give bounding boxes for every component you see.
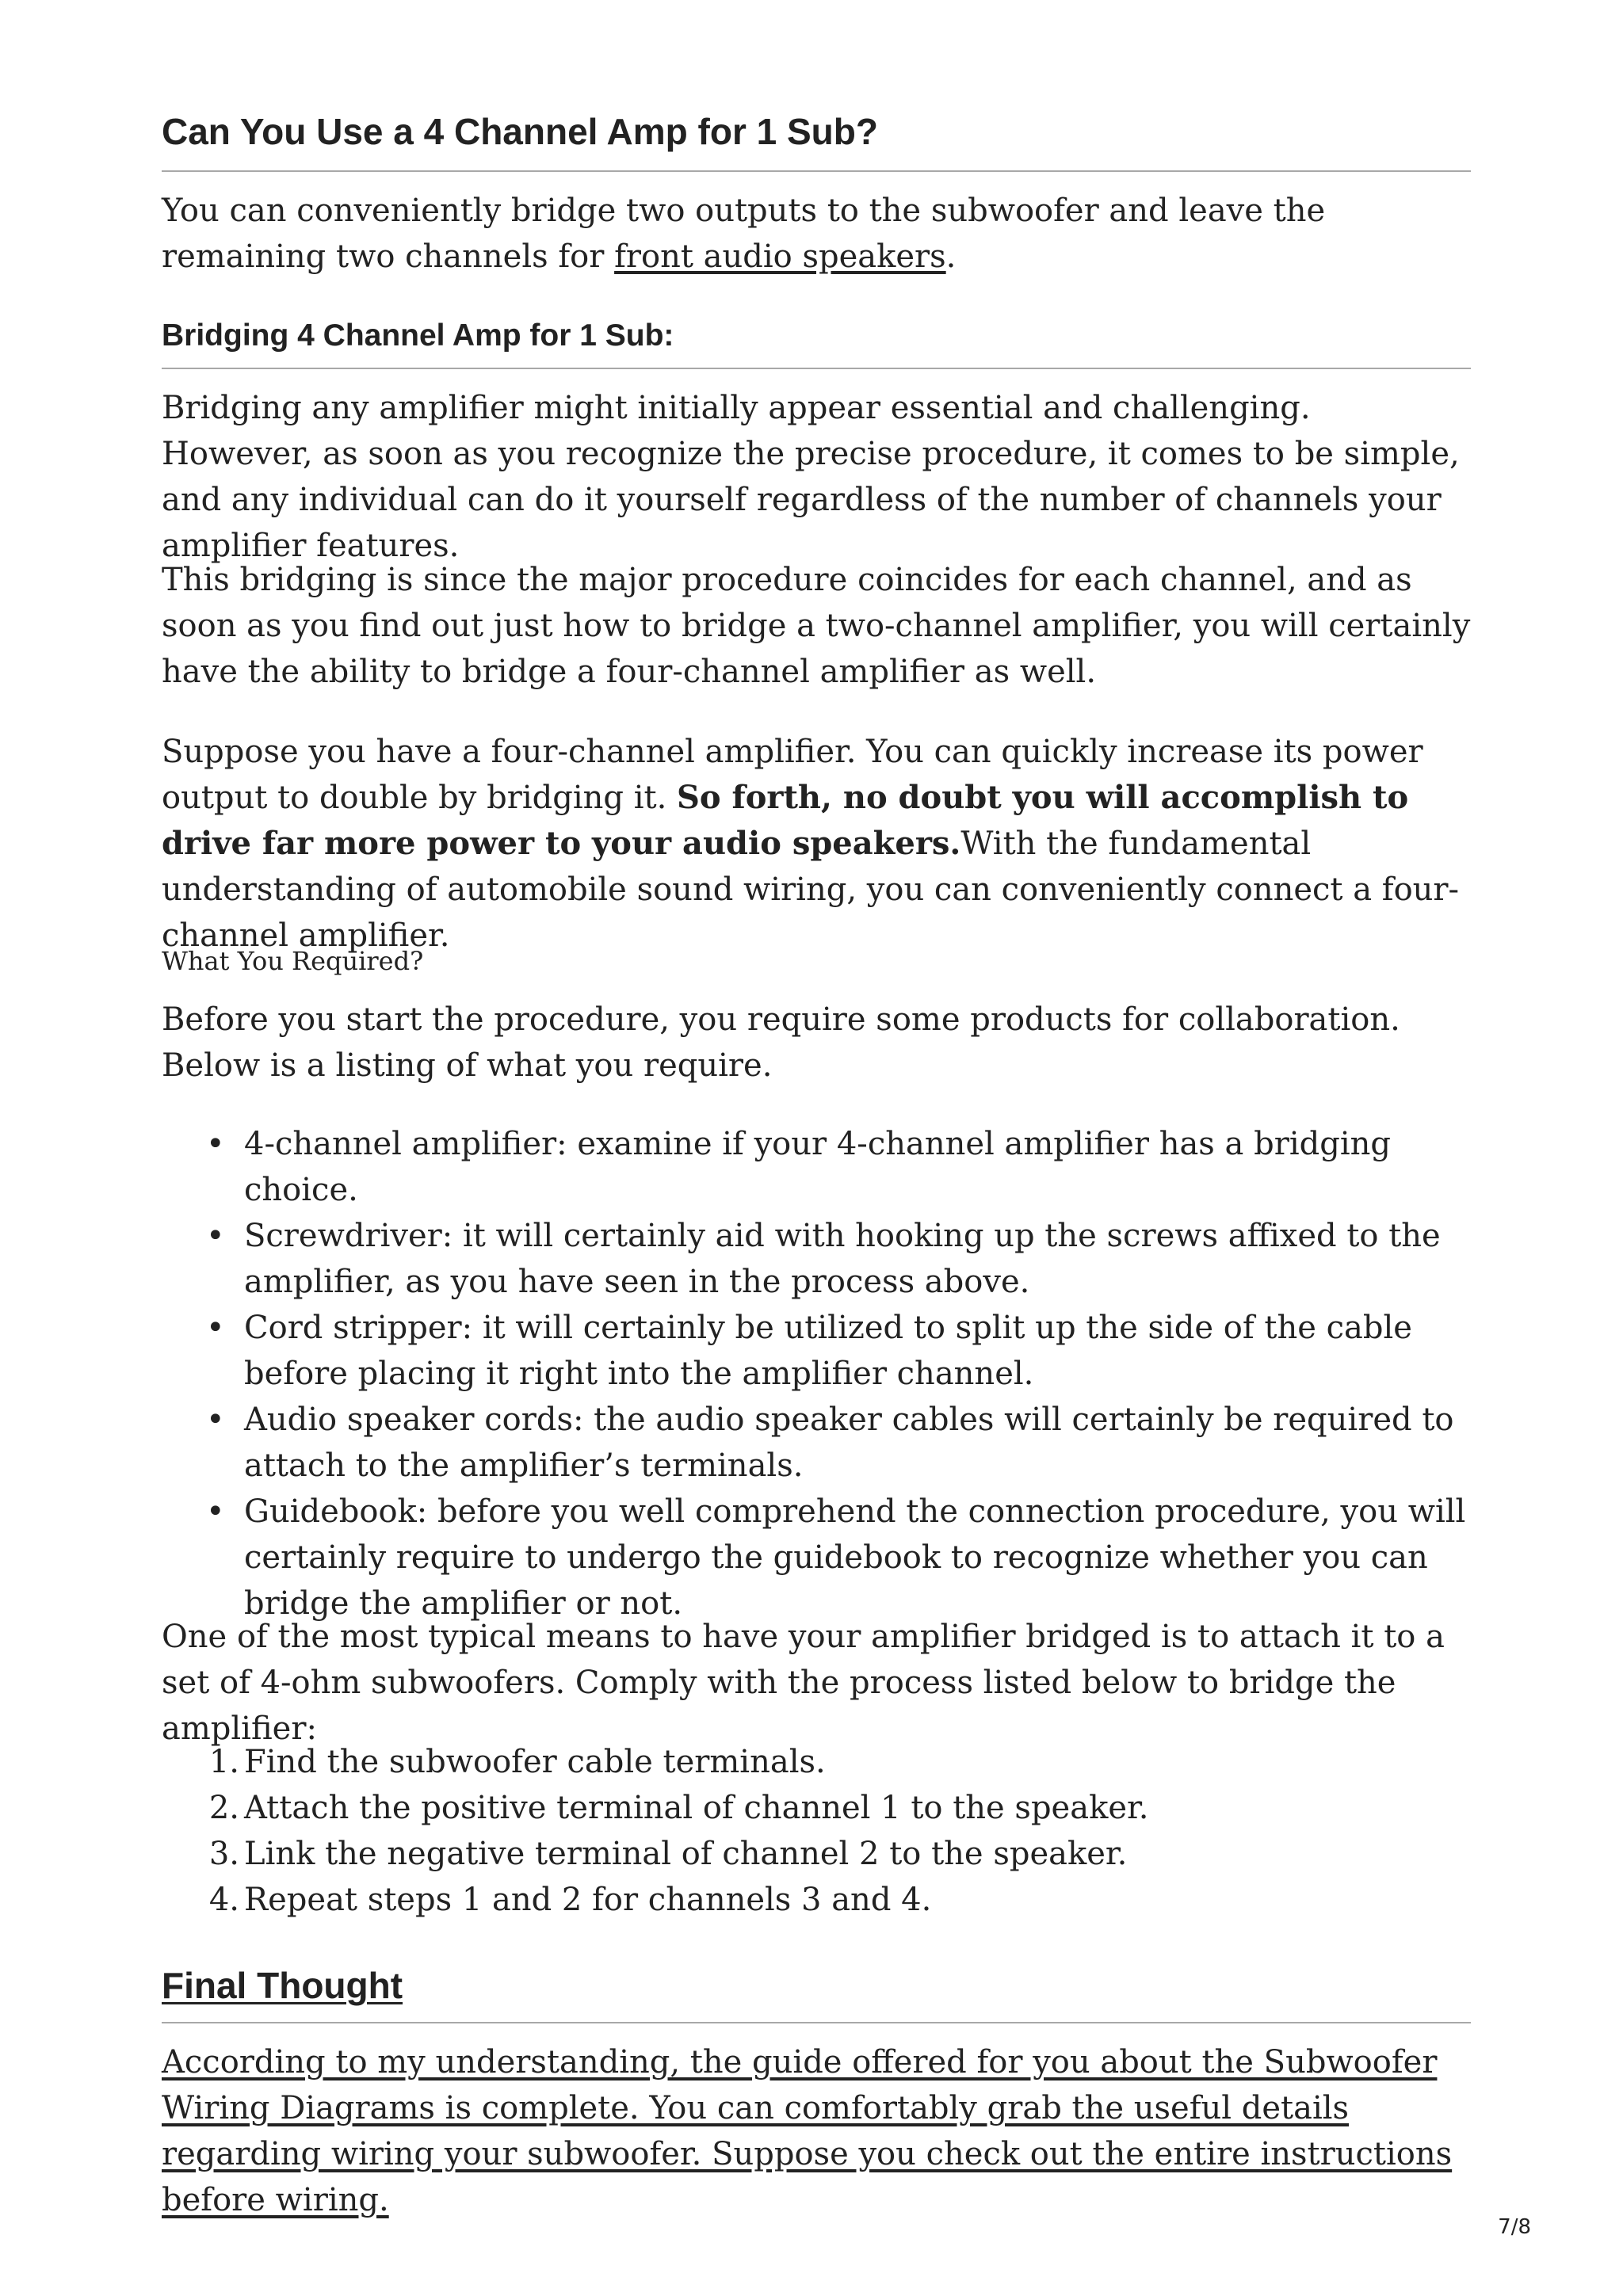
intro-paragraph [162,188,1471,280]
bullet-icon: • [206,1402,225,1438]
para3-end: With the fundamental understanding of automobile sound wiring, you can conveniently connect a four-channel amplifier. [162,826,1460,954]
step-text: Repeat steps 1 and 2 for channels 3 and 4. [244,1882,932,1918]
paragraph-bridging-method: One of the most typical means to have your amplifier bridged is to attach it to a set of 4-ohm subwoofers. Comply with the process listed below to bridge the amplifier: [162,1619,1445,1747]
para3-bold: So forth, no doubt you will accomplish to drive far more power to your audio speakers. [162,779,1409,862]
final-divider [162,2022,1471,2023]
bullet-icon: • [206,1218,225,1254]
list-item-text: 4-channel amplifier: examine if your 4-channel amplifier has a bridging choice. [244,1126,1391,1208]
steps-list [162,1739,1471,1923]
step-number: 4. [208,1882,239,1918]
paragraph-requirements: Before you start the procedure, you require some products for collaboration. Below is a listing of what you require. [162,1001,1400,1084]
intro-end: . [945,238,957,275]
bullet-icon: • [206,1493,225,1530]
intro-text: You can conveniently bridge two outputs to the subwoofer and leave the remaining two channels for [162,193,1326,275]
page-number: 7/8 [1498,2215,1531,2239]
step-text: Attach the positive terminal of channel 1 to the speaker. [244,1790,1149,1826]
final-thought-link[interactable]: Final Thought [162,1965,403,2006]
step-item [162,1739,1471,1785]
paragraph-bridging-intro: Bridging any amplifier might initially appear essential and challenging. However, as soon as you recognize the precise procedure, it comes to be simple, and any individual can do it yourself regardless of the number of channels your amplifier features. [162,390,1460,564]
bullet-icon: • [206,1310,225,1346]
list-item-text: Screwdriver: it will certainly aid with hooking up the screws affixed to the amplifier, as you have seen in the process above. [244,1218,1441,1300]
subheading-divider [162,368,1471,369]
heading-divider [162,170,1471,172]
step-text: Link the negative terminal of channel 2 to the speaker. [244,1836,1128,1872]
list-item-text: Cord stripper: it will certainly be utilized to split up the side of the cable before placing it right into the amplifier channel. [244,1310,1412,1392]
final-paragraph [162,2039,1471,2223]
bullet-icon: • [206,1126,225,1162]
requirements-list [162,1121,1471,1627]
final-paragraph-link[interactable]: According to my understanding, the guide offered for you about the Subwoofer Wiring Diagrams is complete. You can comfortably grab the useful details regarding wiring your subwoofer. Suppose you check out the entire instructions before wiring. [162,2044,1453,2218]
list-item-text: Guidebook: before you well comprehend the connection procedure, you will certainly require to undergo the guidebook to recognize whether you can bridge the amplifier or not. [244,1493,1466,1622]
para3-start: Suppose you have a four-channel amplifier. You can quickly increase its power output to double by bridging it. [162,734,1423,816]
step-number: 2. [208,1790,239,1826]
list-item [162,1397,1471,1489]
step-item [162,1877,1471,1923]
list-item-text: Audio speaker cords: the audio speaker cables will certainly be required to attach to the amplifier’s terminals. [244,1402,1454,1484]
list-item [162,1305,1471,1397]
step-number: 1. [208,1744,239,1780]
section-heading: Can You Use a 4 Channel Amp for 1 Sub? [162,111,878,152]
step-number: 3. [208,1836,239,1872]
front-audio-speakers-link[interactable]: front audio speakers [614,238,946,275]
subsection-heading: Bridging 4 Channel Amp for 1 Sub: [162,318,674,353]
list-item [162,1121,1471,1213]
paragraph-power-output [162,729,1471,959]
list-item [162,1489,1471,1627]
step-item [162,1831,1471,1877]
step-text: Find the subwoofer cable terminals. [244,1744,826,1780]
list-item [162,1213,1471,1305]
final-thought-heading [162,1963,403,2008]
minor-heading: What You Required? [162,946,424,976]
step-item [162,1785,1471,1831]
paragraph-bridging-procedure: This bridging is since the major procedure coincides for each channel, and as soon as you find out just how to bridge a two-channel amplifier, you will certainly have the ability to bridge a four-channel amplifier as well. [162,562,1471,690]
